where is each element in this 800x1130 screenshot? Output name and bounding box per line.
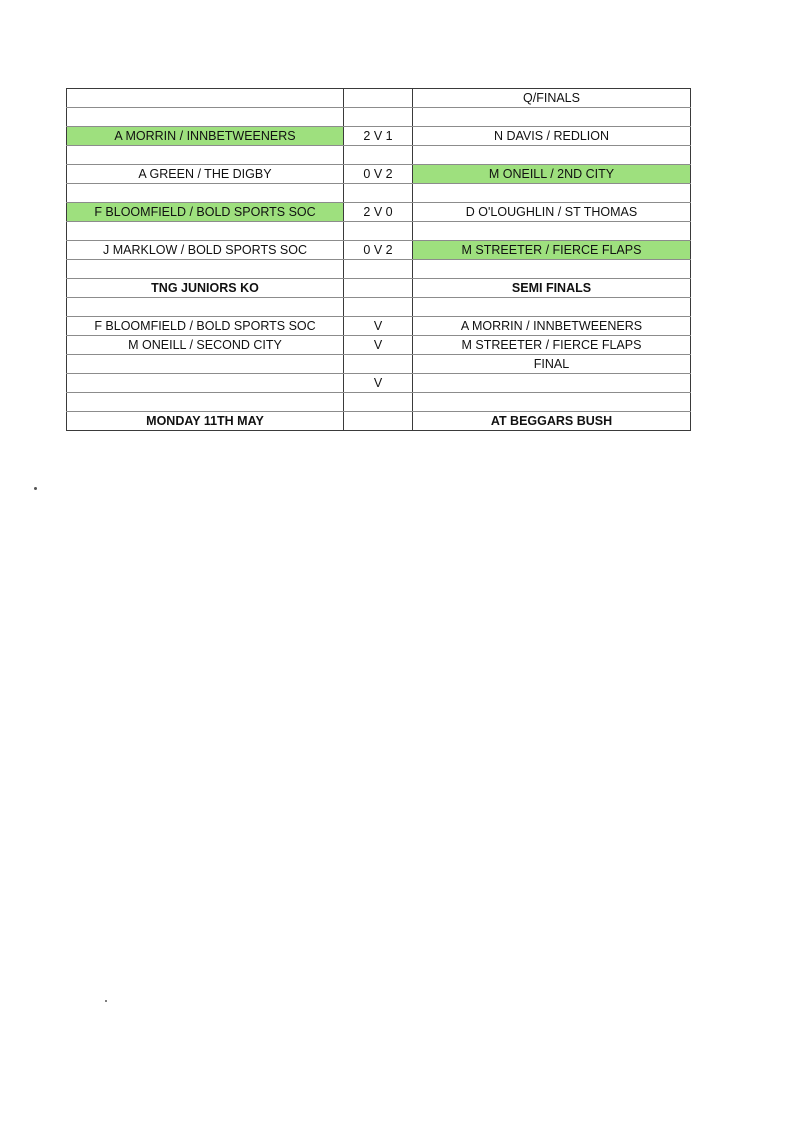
home-team-cell — [67, 374, 344, 393]
table-row — [67, 317, 691, 336]
table-row — [67, 355, 691, 374]
table-row — [67, 184, 691, 203]
table-row — [67, 89, 691, 108]
away-team-cell: M STREETER / FIERCE FLAPS — [413, 241, 691, 260]
home-team-cell — [67, 298, 344, 317]
score-cell — [344, 298, 413, 317]
home-team-cell: J MARKLOW / BOLD SPORTS SOC — [67, 241, 344, 260]
home-team-cell — [67, 89, 344, 108]
score-cell — [344, 412, 413, 431]
table-row — [67, 108, 691, 127]
away-team-cell: M STREETER / FIERCE FLAPS — [413, 336, 691, 355]
home-team-cell — [67, 355, 344, 374]
away-team-cell: FINAL — [413, 355, 691, 374]
home-team-cell: A MORRIN / INNBETWEENERS — [67, 127, 344, 146]
score-cell — [344, 108, 413, 127]
score-cell: 0 V 2 — [344, 165, 413, 184]
home-team-cell: F BLOOMFIELD / BOLD SPORTS SOC — [67, 317, 344, 336]
table-row — [67, 146, 691, 165]
home-team-cell — [67, 146, 344, 165]
home-team-cell — [67, 222, 344, 241]
table-row — [67, 412, 691, 431]
table-row — [67, 260, 691, 279]
home-team-cell — [67, 108, 344, 127]
home-team-cell: M ONEILL / SECOND CITY — [67, 336, 344, 355]
score-cell — [344, 222, 413, 241]
table-row — [67, 222, 691, 241]
away-team-cell — [413, 374, 691, 393]
away-team-cell — [413, 222, 691, 241]
table-row — [67, 165, 691, 184]
away-team-cell — [413, 184, 691, 203]
away-team-cell — [413, 298, 691, 317]
table-row — [67, 127, 691, 146]
home-team-cell — [67, 393, 344, 412]
score-cell — [344, 260, 413, 279]
fixtures-sheet — [66, 88, 690, 431]
score-cell — [344, 89, 413, 108]
table-row — [67, 374, 691, 393]
scan-speck — [34, 487, 37, 490]
score-cell — [344, 184, 413, 203]
away-team-cell — [413, 260, 691, 279]
home-team-cell: A GREEN / THE DIGBY — [67, 165, 344, 184]
table-row — [67, 393, 691, 412]
away-team-cell: AT BEGGARS BUSH — [413, 412, 691, 431]
score-cell — [344, 355, 413, 374]
scan-speck — [105, 1000, 107, 1002]
away-team-cell: D O'LOUGHLIN / ST THOMAS — [413, 203, 691, 222]
score-cell — [344, 146, 413, 165]
away-team-cell — [413, 393, 691, 412]
score-cell: V — [344, 317, 413, 336]
away-team-cell: N DAVIS / REDLION — [413, 127, 691, 146]
away-team-cell: SEMI FINALS — [413, 279, 691, 298]
score-cell: V — [344, 336, 413, 355]
away-team-cell — [413, 108, 691, 127]
home-team-cell: MONDAY 11TH MAY — [67, 412, 344, 431]
home-team-cell: F BLOOMFIELD / BOLD SPORTS SOC — [67, 203, 344, 222]
table-row — [67, 241, 691, 260]
away-team-cell: M ONEILL / 2ND CITY — [413, 165, 691, 184]
table-row — [67, 298, 691, 317]
score-cell: 2 V 0 — [344, 203, 413, 222]
score-cell: 0 V 2 — [344, 241, 413, 260]
table-row — [67, 336, 691, 355]
table-row — [67, 279, 691, 298]
home-team-cell: TNG JUNIORS KO — [67, 279, 344, 298]
away-team-cell: Q/FINALS — [413, 89, 691, 108]
home-team-cell — [67, 184, 344, 203]
away-team-cell: A MORRIN / INNBETWEENERS — [413, 317, 691, 336]
score-cell — [344, 279, 413, 298]
home-team-cell — [67, 260, 344, 279]
score-cell: V — [344, 374, 413, 393]
fixtures-table — [66, 88, 691, 431]
score-cell — [344, 393, 413, 412]
score-cell: 2 V 1 — [344, 127, 413, 146]
table-row — [67, 203, 691, 222]
away-team-cell — [413, 146, 691, 165]
